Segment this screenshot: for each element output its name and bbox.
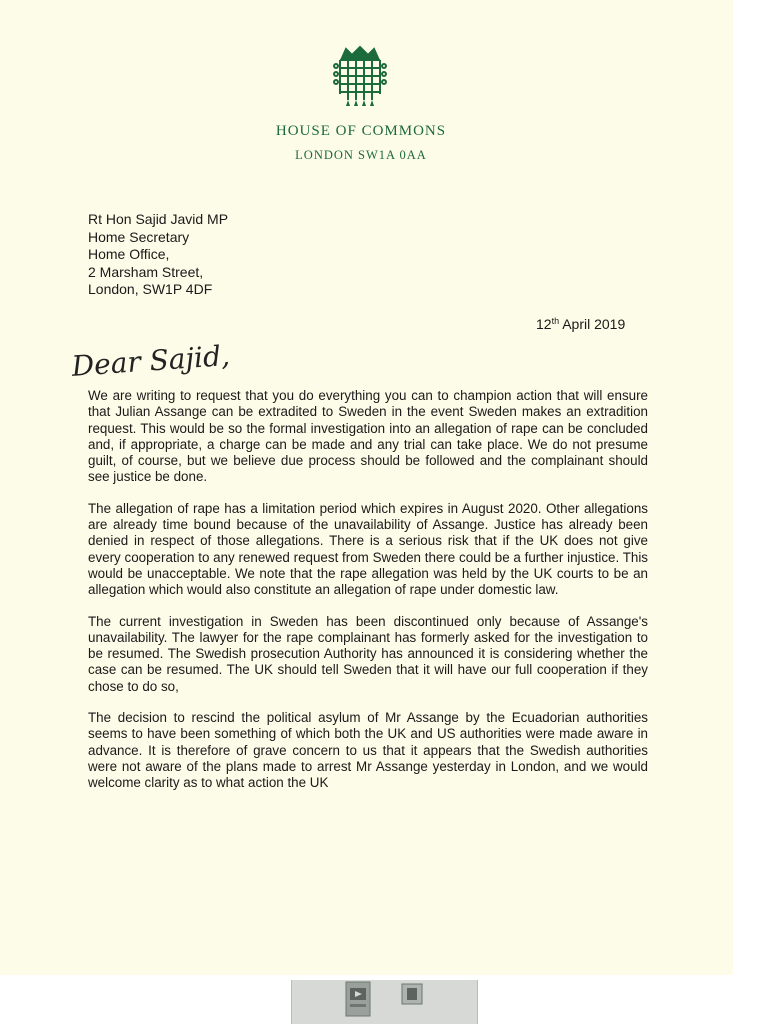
date-suffix: th xyxy=(551,316,560,326)
date-month-year: April 2019 xyxy=(559,316,626,332)
handwritten-salutation xyxy=(68,338,258,394)
body-paragraph: The decision to rescind the political asylum of Mr Assange by the Ecuadorian authorities seems to have been something of which both the UK and US authorities were made aware in advance. It is therefore of grave concern to us that it appears that the Swedish authorities were not aware of the plans made to arrest Mr Assange yesterday in London, and we would welcome clarity as to what action the UK xyxy=(88,710,648,791)
recipient-address xyxy=(88,211,228,299)
letterhead-address: LONDON SW1A 0AA xyxy=(295,148,427,162)
recipient-line: London, SW1P 4DF xyxy=(88,281,213,298)
thumbnail-strip[interactable] xyxy=(291,980,478,1024)
letter-date xyxy=(536,316,625,332)
salutation-text: Dear Sajid, xyxy=(70,338,231,383)
recipient-line: 2 Marsham Street, xyxy=(88,263,204,280)
letterhead-organisation: HOUSE OF COMMONS xyxy=(275,123,447,139)
portcullis-crest-icon xyxy=(330,44,390,110)
body-paragraph: We are writing to request that you do everything you can to champion action that will ensure that Julian Assange can be extradited to Sweden in the event Sweden makes an extradition request. This would be so the formal investigation into an allegation of rape can be concluded and, if appropriate, a charge can be made and any trial can take place. We do not presume guilt, of course, but we believe due process should be followed and the complainant should see justice be done. xyxy=(88,388,648,485)
body-paragraph: The current investigation in Sweden has been discontinued only because of Assange's unavailability. The lawyer for the rape complainant has formerly asked for the investigation to be resumed. The Swedish prosecution Authority has announced it is considering whether the case can be resumed. The UK should tell Sweden that it will have our full cooperation if they chose to do so, xyxy=(88,613,648,694)
date-day: 12 xyxy=(536,316,552,332)
recipient-line: Home Office, xyxy=(88,246,170,263)
recipient-line: Home Secretary xyxy=(88,228,190,245)
body-paragraph: The allegation of rape has a limitation period which expires in August 2020. Other allegations are already time bound because of the unavailability of Assange. Justice has already been denied in respect of those allegations. There is a serious risk that if the UK does not give every cooperation to any renewed request from Sweden there could be a further injustice. This would be unacceptable. We note that the rape allegation was held by the UK courts to be an allegation which would also constitute an allegation of rape under domestic law. xyxy=(88,500,648,598)
image-thumbnail-icon[interactable] xyxy=(400,982,424,1006)
letter-body xyxy=(88,388,648,807)
video-thumbnail-icon[interactable] xyxy=(344,980,372,1020)
recipient-line: Rt Hon Sajid Javid MP xyxy=(88,211,229,227)
